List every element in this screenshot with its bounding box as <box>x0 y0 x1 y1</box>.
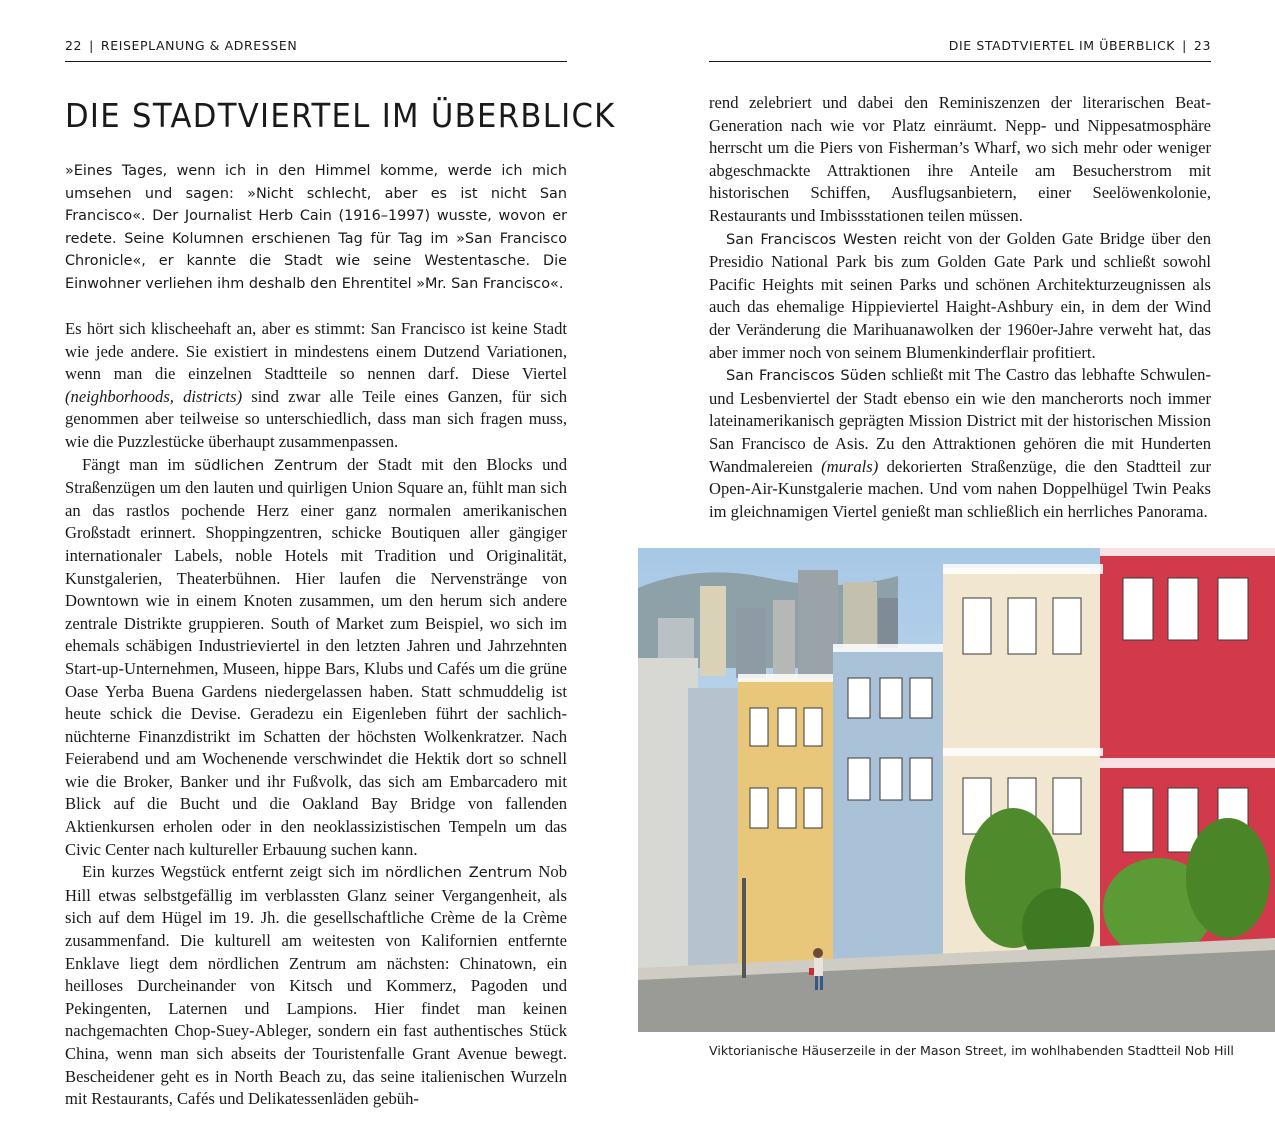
photo-caption: Viktorianische Häuserzeile in der Mason Street, im wohlhabenden Stadtteil Nob Hill <box>709 1043 1234 1058</box>
italic-term: (neighborhoods, districts) <box>65 386 243 406</box>
section-title-right: DIE STADTVIERTEL IM ÜBERBLICK <box>948 38 1176 53</box>
right-body-text <box>709 92 1211 523</box>
body-paragraph: Ein kurzes Wegstück entfernt zeigt sich im nördlichen Zentrum Nob Hill etwas selbstgefällig im verblassten Glanz seiner Vergangenheit, als sich auf dem Hügel im 19. Jh. die gesellschaftliche Crème de la Crème zusammenfand. Die kulturell am weitesten von Kalifornien entfernte Enklave liegt dem nördlichen Zentrum am nächsten: Chinatown, ein heilloses Durcheinander von Kitsch und Kommerz, Pagoden und Pekingenten, Laternen und Lampions. Hier findet man keinen nachgemachten Chop-Suey-Ableger, sondern ein fast authentisches Stück China, wenn man sich abseits der Touristenfalle Grant Avenue bewegt. Bescheidener geht es in North Beach zu, das seine italienischen Wurzeln mit Restaurants, Cafés und Delikatessenläden gebüh- <box>65 862 567 1109</box>
italic-term: (murals) <box>821 456 879 476</box>
left-body-text <box>65 318 567 1111</box>
lamp-post <box>742 878 746 978</box>
photo-illustration <box>638 548 1275 1032</box>
body-paragraph: rend zelebriert und dabei den Reminiszenzen der literarischen Beat-Generation nach wie vor Platz einräumt. Nepp- und Nippesatmosphäre herrscht um die Piers von Fisherman’s Wharf, wo sich mehr oder weniger abgeschmackte Attraktionen ihre Anteile am Besucherstrom mit historischen Schiffen, Ausflugsanbietern, einer Seelöwenkolonie, Restaurants und Imbissstationen teilen müssen. <box>709 93 1211 225</box>
running-head-left <box>65 38 297 53</box>
victorian-houses-photo <box>638 548 1275 1032</box>
section-title-left: REISEPLANUNG & ADRESSEN <box>100 38 298 53</box>
page-number-left: 22 <box>65 38 83 53</box>
running-head-separator: | <box>1182 38 1187 53</box>
header-rule-right <box>709 61 1211 62</box>
body-paragraph: San Franciscos Westen reicht von der Golden Gate Bridge über den Presidio National Park bis zum Golden Gate Park und schließt sowohl Pacific Heights mit seinen Parks und schönen Architekturzeugnissen als auch das ehemalige Hippieviertel Haight-Ashbury ein, in dem der Wind der Veränderung die Marihuanawolken der 1960er-Jahre verweht hat, das aber immer noch von seinem Blumenkinderflair profitiert. <box>709 228 1211 362</box>
body-paragraph: Fängt man im südlichen Zentrum der Stadt mit den Blocks und Straßenzügen um den lauten und quirligen Union Square an, fühlt man sich an das rastlos pochende Herz einer ganz normalen amerikanischen Großstadt erinnert. Shoppingzentren, schicke Boutiquen aller gängiger internationaler Labels, noble Hotels mit Tradition und Originalität, Kunstgalerien, Theaterbühnen. Hier laufen die Nervenstränge von Downtown wie in einem Knoten zusammen, um den herum sich andere zentrale Distrikte gruppieren. South of Market zum Beispiel, wo sich im ehemals schäbigen Industrieviertel in den letzten Jahren und Jahrzehnten Start-up-Unternehmen, Museen, hippe Bars, Klubs und Cafés um die grüne Oase Yerba Buena Gardens niedergelassen haben. Statt schmuddelig ist heute schick die Devise. Geradezu ein Eigenleben führt der sachlich-nüchterne Finanzdistrikt im Schatten der höchsten Wolkenkratzer. Nach Feierabend und am Wochenende verschwindet die Hektik dort so schnell wie die Broker, Banker und ihr Fußvolk, das sich am Embarcadero mit Blick auf die Bucht und die Oakland Bay Bridge von fallenden Aktienkursen erholen oder in den neoklassizistischen Tempeln um das Civic Center nach kultureller Erbauung suchen kann. <box>65 454 567 859</box>
district-keyword: San Franciscos Süden <box>726 367 887 385</box>
district-keyword: San Franciscos Westen <box>726 230 898 248</box>
district-keyword: nördlichen Zentrum <box>385 864 533 882</box>
lead-paragraph: »Eines Tages, wenn ich in den Himmel komme, werde ich mich umsehen und sagen: »Nicht schlecht, aber es ist nicht San Francisco«. Der Journalist Herb Cain (1916–1997) wusste, wovon er redete. Seine Kolumnen erschienen Tag für Tag im »San Francisco Chronicle«, er kannte die Stadt wie seine Westentasche. Die Einwohner verliehen ihm deshalb den Ehrentitel »Mr. San Francisco«. <box>65 163 567 292</box>
running-head-right <box>949 38 1211 53</box>
page-number-right: 23 <box>1193 38 1211 53</box>
house-slate <box>688 688 738 988</box>
chapter-title: DIE STADTVIERTEL IM ÜBERBLICK <box>65 96 616 135</box>
running-head-separator: | <box>89 38 94 53</box>
header-rule-left <box>65 61 567 62</box>
right-page <box>637 0 1275 1122</box>
left-page <box>0 0 637 1122</box>
district-keyword: südlichen Zentrum <box>194 456 338 474</box>
body-paragraph: San Franciscos Süden schließt mit The Castro das lebhafte Schwulen- und Lesbenviertel der Stadt ebenso ein wie den mancherorts noch immer lateinamerikanisch geprägten Mission District mit der historischen Mission San Francisco de Asis. Zu den Attraktionen gehören die mit Hunderten Wandmalereien (murals) dekorierten Straßenzüge, die den Stadtteil zur Open-Air-Kunstgalerie machen. Und vom nahen Doppelhügel Twin Peaks im gleichnamigen Viertel genießt man schließlich ein herrliches Panorama. <box>709 365 1211 521</box>
body-paragraph: Es hört sich klischeehaft an, aber es stimmt: San Francisco ist keine Stadt wie jede andere. Sie existiert in mindestens einem Dutzend Variationen, wenn man die einzelnen Stadtteile so nennen darf. Diese Viertel (neighborhoods, districts) sind zwar alle Teile eines Ganzen, für sich genommen aber teilweise so unterschiedlich, dass man sich fragen muss, wie die Puzzlestücke überhaupt zusammenpassen. <box>65 319 567 451</box>
